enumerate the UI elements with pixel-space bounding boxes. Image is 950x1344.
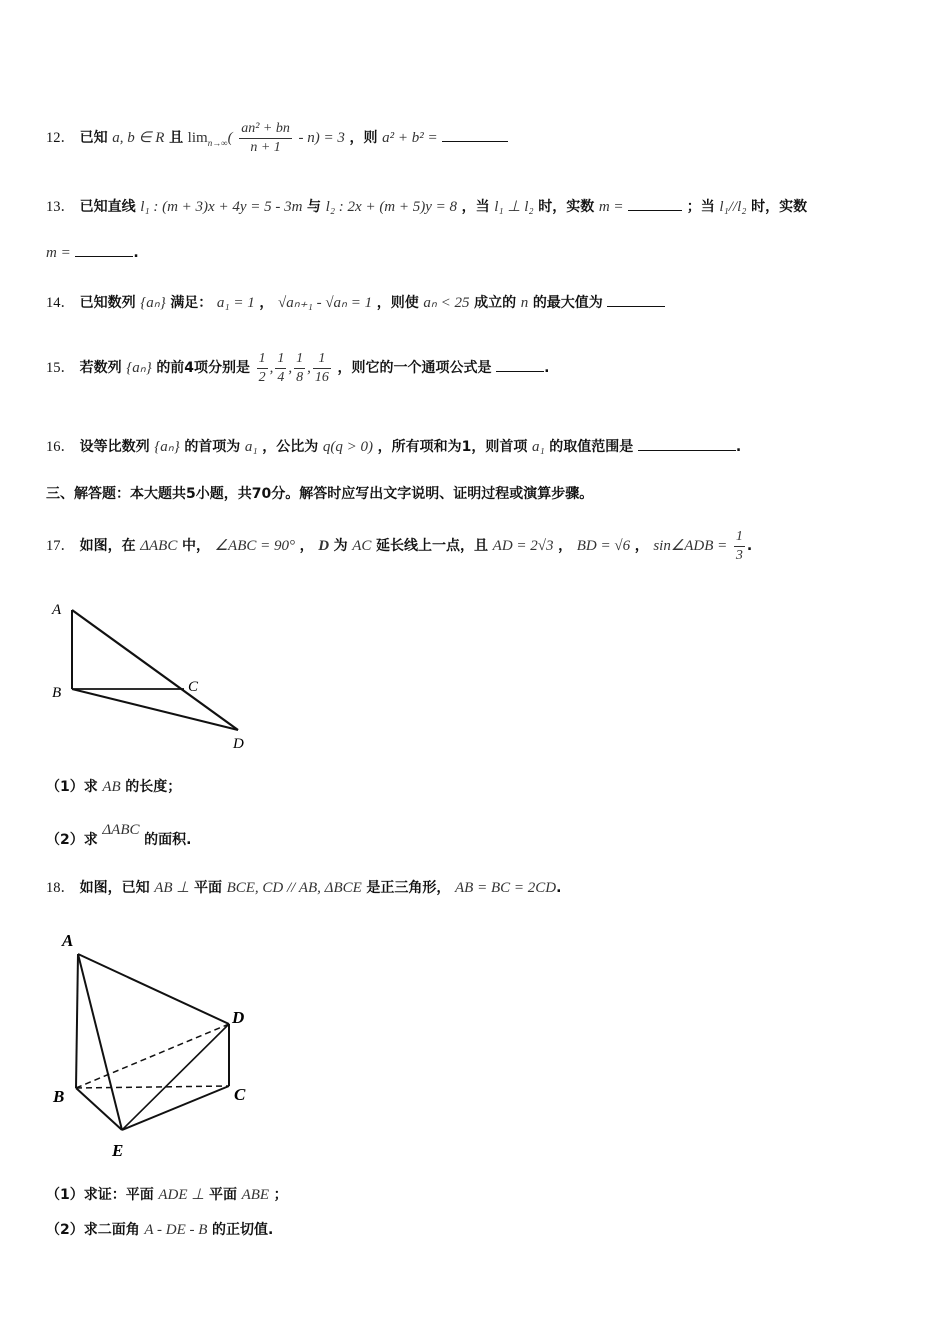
answer-blank	[638, 438, 736, 451]
segment-AD	[72, 610, 238, 730]
q15-comma: ,	[288, 360, 293, 376]
q17-number: 17．	[46, 538, 75, 554]
q18-number: 18．	[46, 880, 75, 896]
answer-blank	[75, 244, 133, 257]
q17-triangle-figure	[48, 596, 258, 756]
label-E: E	[112, 1141, 124, 1160]
edge-BD-dashed	[76, 1024, 229, 1088]
edge-BE	[76, 1088, 122, 1130]
edge-BC-dashed	[76, 1086, 229, 1088]
answer-blank	[607, 294, 665, 307]
answer-blank	[628, 198, 682, 211]
label-A: A	[52, 602, 62, 618]
question-15: 15． 若数列 {aₙ} 的前4项分别是 $\frac{1}{2}$ , $\frac{1}{4}$ , $\frac{1}{8}$ , $\frac{1}{16}$ ，则它的一个通项公式是 .	[46, 350, 550, 385]
answer-blank	[496, 359, 544, 372]
edge-AE	[78, 954, 122, 1130]
question-14: 14． 已知数列 {aₙ} 满足： a₁ = 1 ， √aₙ₊₁ - √aₙ = 1 ，则使 aₙ < 25 成立的 n 的最大值为	[46, 292, 910, 314]
question-16: 16． 设等比数列 {aₙ} 的首项为 a₁ ，公比为 q(q > 0) ，所有项和为1，则首项 a₁ 的取值范围是 .	[46, 439, 742, 455]
q16-number: 16．	[46, 439, 75, 455]
q18-part-2: （2）求二面角 A - DE - B 的正切值.	[46, 1222, 274, 1238]
edge-ED	[122, 1024, 229, 1130]
q17-part-1: （1）求 AB 的长度；	[46, 779, 182, 795]
question-18: 18． 如图，已知 AB ⊥ 平面 BCE, CD // AB, ΔBCE 是正三角形， AB = BC = 2CD.	[46, 880, 562, 896]
q12-fraction: $\frac{\text{an² + bn}}{n + 1}$	[241, 120, 290, 155]
q18-part-1: （1）求证：平面 ADE ⊥ 平面 ABE ；	[46, 1187, 288, 1203]
edge-EC	[122, 1086, 229, 1130]
q14-number: 14．	[46, 295, 75, 311]
label-A: A	[62, 931, 74, 950]
section-heading: 三、解答题：本大题共5小题，共70分。解答时应写出文字说明、证明过程或演算步骤。	[46, 486, 594, 502]
q13-number: 13．	[46, 199, 75, 215]
edge-AB	[76, 954, 78, 1088]
q15-comma: ,	[307, 360, 311, 376]
label-C: C	[188, 679, 199, 695]
q12-number: 12．	[46, 130, 75, 146]
limit-symbol: lim	[187, 130, 208, 146]
q15-comma: ,	[269, 360, 274, 376]
q15-number: 15．	[46, 360, 75, 376]
q15-fraction-4: $\frac{1}{16}$	[314, 350, 329, 385]
question-13: 13． 已知直线 l₁ : (m + 3)x + 4y = 5 - 3m 与 l₂ : 2x + (m + 5)y = 8 ，当 l₁ ⊥ l₂ 时，实数 m = ；当 l₁//l₂ 时，实数	[46, 199, 808, 215]
q15-fraction-1: $\frac{1}{2}$	[258, 350, 266, 385]
edge-AD	[78, 954, 229, 1024]
q18-solid-figure	[50, 926, 270, 1162]
label-B: B	[53, 1087, 65, 1106]
question-17: 17． 如图，在 ΔABC 中， ∠ABC = 90° ， D 为 AC 延长线上一点，且 AD = 2√3 ， BD = √6 ， sin∠ADB = $\frac{1}{3}$ .	[46, 528, 753, 563]
label-D: D	[232, 1008, 245, 1027]
q15-fraction-3: $\frac{1}{8}$	[296, 350, 304, 385]
question-12: 12． 已知 a, b ∈ R 且 $\lim_{n\to\infty}$( $\frac{\text{an² + bn}}{n + 1}$ - n) = 3 ，则 a² + b² =	[46, 116, 910, 160]
label-C: C	[234, 1085, 246, 1104]
answer-blank	[442, 129, 508, 142]
q17-part-2: （2）求 ΔABC 的面积.	[46, 822, 192, 848]
label-B: B	[52, 685, 62, 701]
label-D: D	[233, 736, 244, 752]
q15-fraction-2: $\frac{1}{4}$	[277, 350, 285, 385]
q15-fraction-list	[255, 350, 333, 385]
q17-fraction: $\frac{1}{3}$	[735, 528, 743, 563]
question-13-cont: m = .	[46, 245, 139, 261]
segment-BD	[72, 689, 238, 730]
